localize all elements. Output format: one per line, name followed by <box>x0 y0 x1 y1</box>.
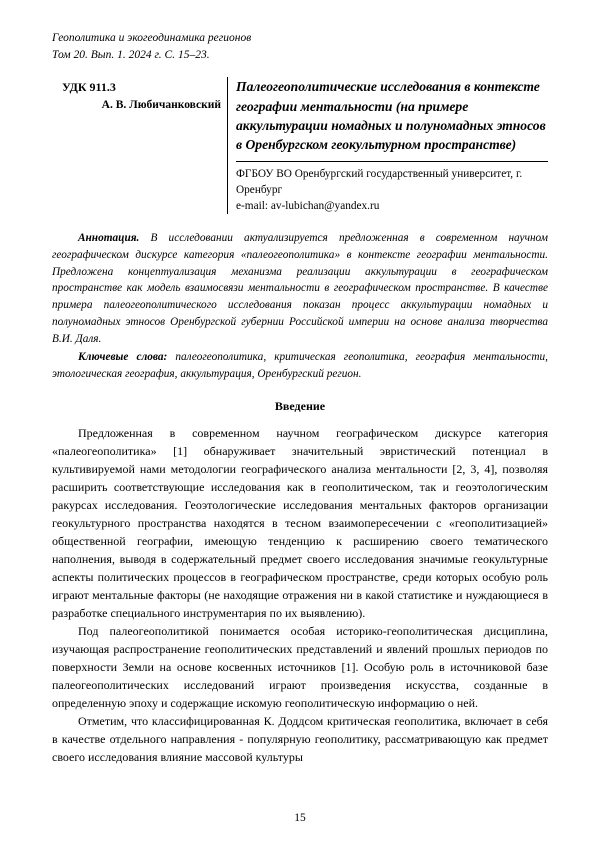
udk-code: УДК 911.3 <box>62 80 116 95</box>
page-number: 15 <box>294 812 306 824</box>
section-heading: Введение <box>274 399 326 414</box>
issue-line: Том 20. Вып. 1. 2024 г. С. 15–23. <box>52 48 210 61</box>
author-email: e-mail: av-lubichan@yandex.ru <box>236 199 380 212</box>
header-left-column <box>52 77 227 113</box>
journal-title: Геополитика и экогеодинамика регионов <box>52 32 252 44</box>
page-title: Палеогеополитические исследования в контексте географии ментальности (на примере аккультурации номадных и полуномадных этносов в Оренбургском геокультурном пространстве) <box>236 79 546 153</box>
abstract-text: В исследовании актуализируется предложенная в современном научном географическом дискурсе категория «палеогеополитика» в контексте географии ментальности. Предложена концептуализация механизма реализации аккультурации в географическом пространстве как модель взаимосвязи ментальности в географическом пространстве. В качестве примера палеогеополитического исследования показан процесс аккультурации номадных и полуномадных этносов Оренбургской губернии Российской империи на основе анализа творчества В.И. Даля. <box>52 231 548 346</box>
abstract-label: Аннотация. <box>78 231 140 244</box>
title-divider <box>236 161 548 162</box>
body-paragraph: Отметим, что классифицированная К. Доддсом критическая геополитика, включает в себя в качестве отдельного направления - популярную геополитику, рассматривающую как предмет своего исследования влияние массовой культуры <box>52 714 548 765</box>
body-paragraph: Под палеогеополитикой понимается особая историко-геополитическая дисциплина, изучающая распространение геополитических представлений и явлений прошлых периодов по поверхности Земли на основе косвенных источников [1]. Особую роль в источниковой базе палеогеополитических исследований играют произведения искусства, созданные в определенную эпоху и содержащие искомую геополитическую информацию о ней. <box>52 624 548 711</box>
abstract-block <box>52 230 548 349</box>
body-paragraph: Предложенная в современном научном географическом дискурсе категория «палеогеополитика» [1] обнаруживает значительный эвристический потенциал в культивируемой нами методологии географического анализа ментальности [2, 3, 4], позволяя расширить соответствующие исследования как в геополитическом, так и геоэтологическим ракурсах исследования. Геоэтологические исследования ментальных факторов организации геокультурного пространства находятся в тесном взаимопересечении с «геополитизацией» общественной географии, имеющую тенденцию к расширению своего тематического наполнения, выводя в содержательный предмет своего исследования значимые геокультурные аспекты политических процессов в географическом пространстве, среди которых особую роль играют ментальные факторы (не находящие отражения ни в какой статистике и нуждающиеся в разработке специального инструментария по их выявлению). <box>52 426 548 621</box>
keywords-label: Ключевые слова: <box>78 351 168 364</box>
affiliation: ФГБОУ ВО Оренбургский государственный университет, г. Оренбург <box>236 167 523 196</box>
header-right-column <box>227 77 548 213</box>
author-name: А. В. Любичанковский <box>101 99 221 112</box>
keywords-block <box>52 349 548 383</box>
running-head <box>52 30 548 63</box>
keywords-text: палеогеополитика, критическая геополитика, география ментальности, этологическая география, аккультурация, Оренбургский регион. <box>52 351 548 381</box>
header-block <box>52 77 548 213</box>
